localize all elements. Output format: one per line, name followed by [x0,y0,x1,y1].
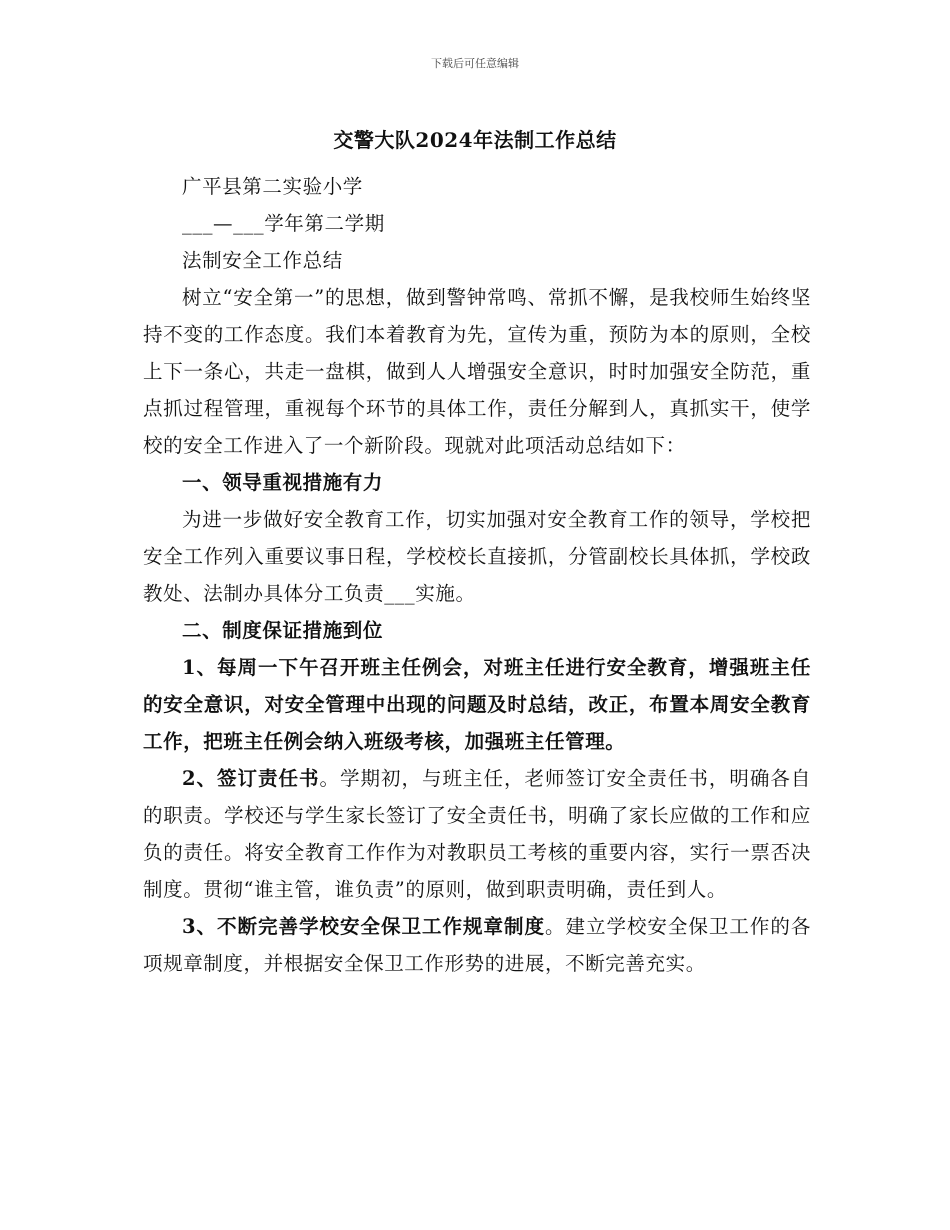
section-2-item-2 [143,760,811,908]
term-line: ___—___学年第二学期 [182,212,385,235]
section-1-heading: 一、领导重视措施有力 [182,471,384,494]
section-2-heading: 二、制度保证措施到位 [182,619,384,642]
school-name: 广平县第二实验小学 [182,175,363,198]
section-2-item-1: 1、每周一下午召开班主任例会，对班主任进行安全教育，增强班主任的安全意识，对安全管理中出现的问题及时总结，改正，布置本周安全教育工作，把班主任例会纳入班级考核，加强班主任管理。 [143,656,811,753]
intro-paragraph: 树立“安全第一”的思想，做到警钟常鸣、常抓不懈，是我校师生始终坚持不变的工作态度。我们本着教育为先，宣传为重，预防为本的原则，全校上下一条心，共走一盘棋，做到人人增强安全意识，时时加强安全防范，重点抓过程管理，重视每个环节的具体工作，责任分解到人，真抓实干，使学校的安全工作进入了一个新阶段。现就对此项活动总结如下： [143,286,811,457]
document-title: 交警大队2024年法制工作总结 [333,128,617,152]
section-1-paragraph: 为进一步做好安全教育工作，切实加强对安全教育工作的领导，学校把安全工作列入重要议事日程，学校校长直接抓，分管副校长具体抓，学校政教处、法制办具体分工负责___实施。 [143,508,811,605]
section-2-item-3-text: 。建立学校安全保卫工作的各项规章制度，并根据安全保卫工作形势的进展，不断完善充实。 [143,915,811,975]
page-header-note: 下载后可任意编辑 [431,57,519,70]
document-body [143,168,811,982]
section-2-item-2-lead: 2、签订责任书 [182,767,320,790]
summary-subtitle: 法制安全工作总结 [182,249,343,272]
section-2-item-2-text: 。学期初，与班主任，老师签订安全责任书，明确各自的职责。学校还与学生家长签订了安全责任书，明确了家长应做的工作和应负的责任。将安全教育工作作为对教职员工考核的重要内容，实行一票否决制度。贯彻“谁主管，谁负责”的原则，做到职责明确，责任到人。 [143,767,811,901]
section-2-item-3-lead: 3、不断完善学校安全保卫工作规章制度 [182,915,545,938]
section-2-item-3 [143,908,811,982]
